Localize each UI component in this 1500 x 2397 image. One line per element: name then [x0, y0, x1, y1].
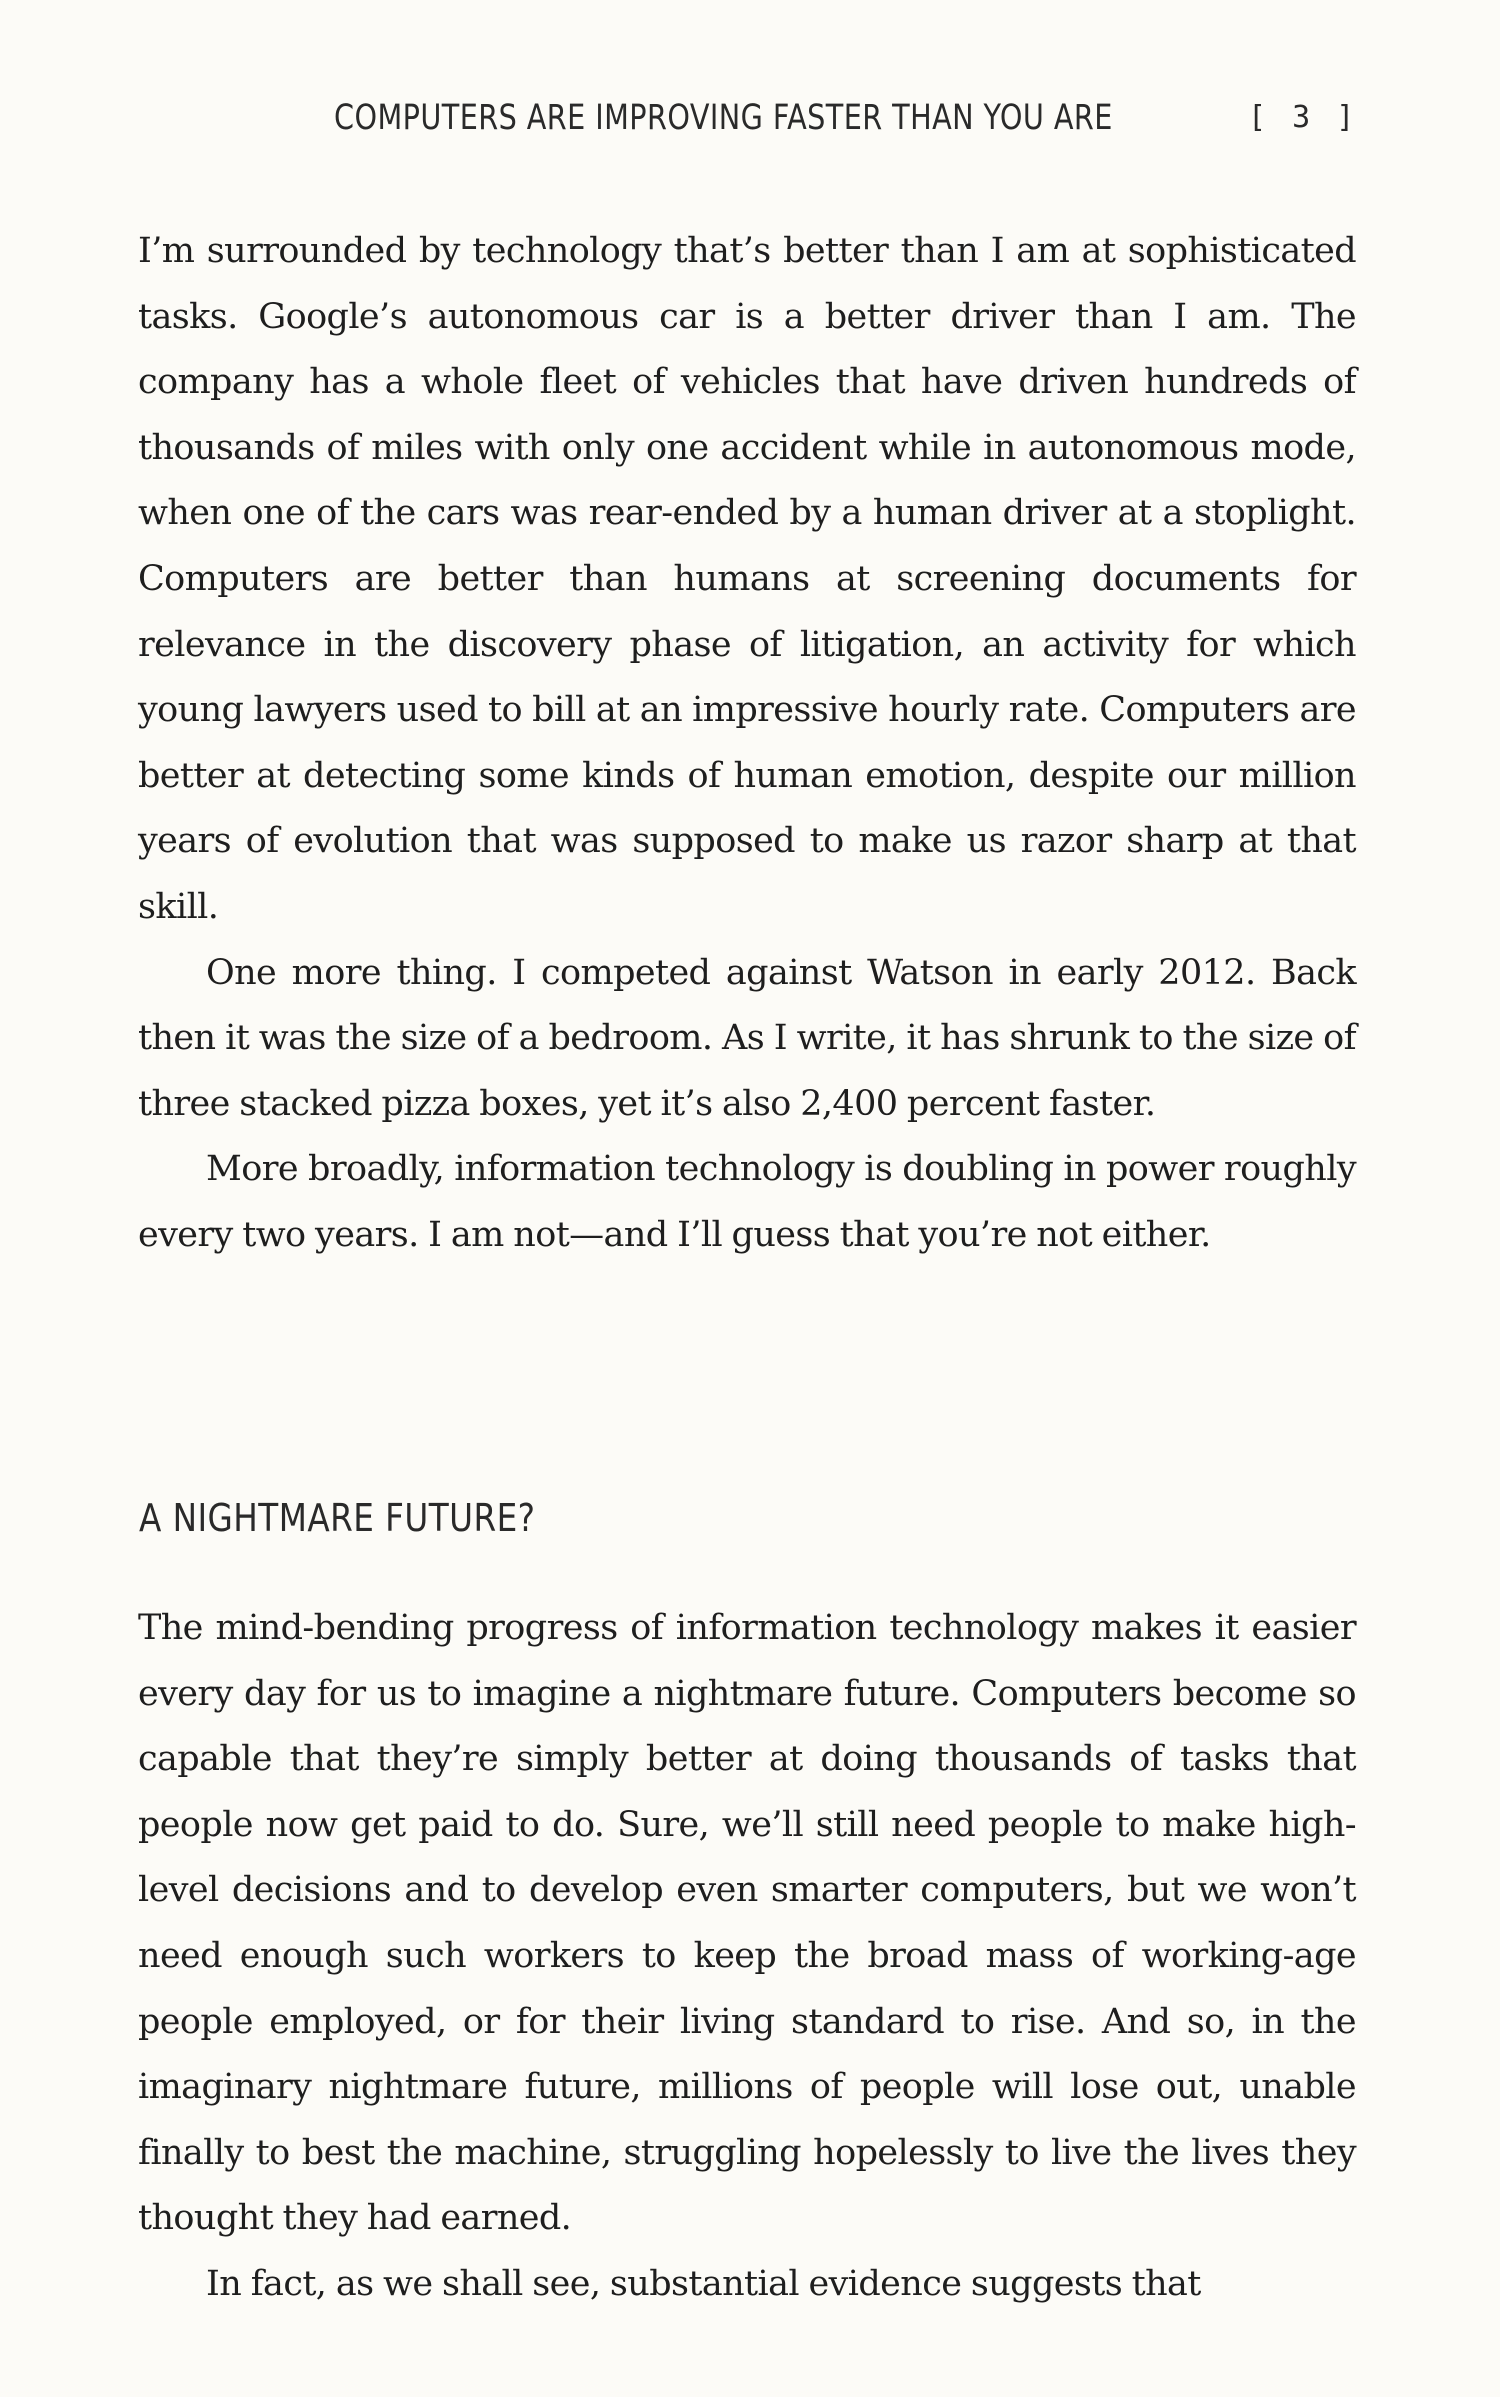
paragraph-evidence: In fact, as we shall see, substantial evidence suggests that	[206, 2263, 1201, 2304]
paragraph-watson: One more thing. I competed against Watson in early 2012. Back then it was the size of a bedroom. As I write, it has shrunk to the size of three stacked pizza boxes, yet it’s also 2,400 percent faster.	[138, 952, 1356, 1124]
page-number: [ 3 ]	[1248, 100, 1359, 135]
section-heading: A NIGHTMARE FUTURE?	[139, 1496, 536, 1540]
paragraph-doubling-power: More broadly, information technology is doubling in power roughly every two years. I am not—and I’ll guess that you’re not either.	[138, 1149, 1356, 1255]
paragraph-technology-better: I’m surrounded by technology that’s better than I am at sophisticated tasks. Google’s autonomous car is a better driver than I am. The company has a whole fleet of vehicles that have driven hundreds of thousands of miles with only one accident while in autonomous mode, when one of the cars was rear-ended by a human driver at a stoplight. Computers are better than humans at screening documents for relevance in the discovery phase of litigation, an activity for which young lawyers used to bill at an impressive hourly rate. Computers are better at detecting some kinds of human emotion, despite our million years of evolution that was supposed to make us razor sharp at that skill.	[138, 231, 1356, 927]
paragraph-nightmare-future: The mind-bending progress of information technology makes it easier every day for us to imagine a nightmare future. Computers become so capable that they’re simply better at doing thousands of tasks that people now get paid to do. Sure, we’ll still need people to make high-level decisions and to develop even smarter computers, but we won’t need enough such workers to keep the broad mass of working-age people employed, or for their living standard to rise. And so, in the imaginary nightmare future, millions of people will lose out, unable finally to best the machine, struggling hopelessly to live the lives they thought they had earned.	[138, 1608, 1356, 2239]
running-head-title: COMPUTERS ARE IMPROVING FASTER THAN YOU ARE	[334, 98, 1113, 138]
body-text-section-1	[138, 219, 1356, 1269]
body-text-section-2	[138, 1596, 1356, 2318]
